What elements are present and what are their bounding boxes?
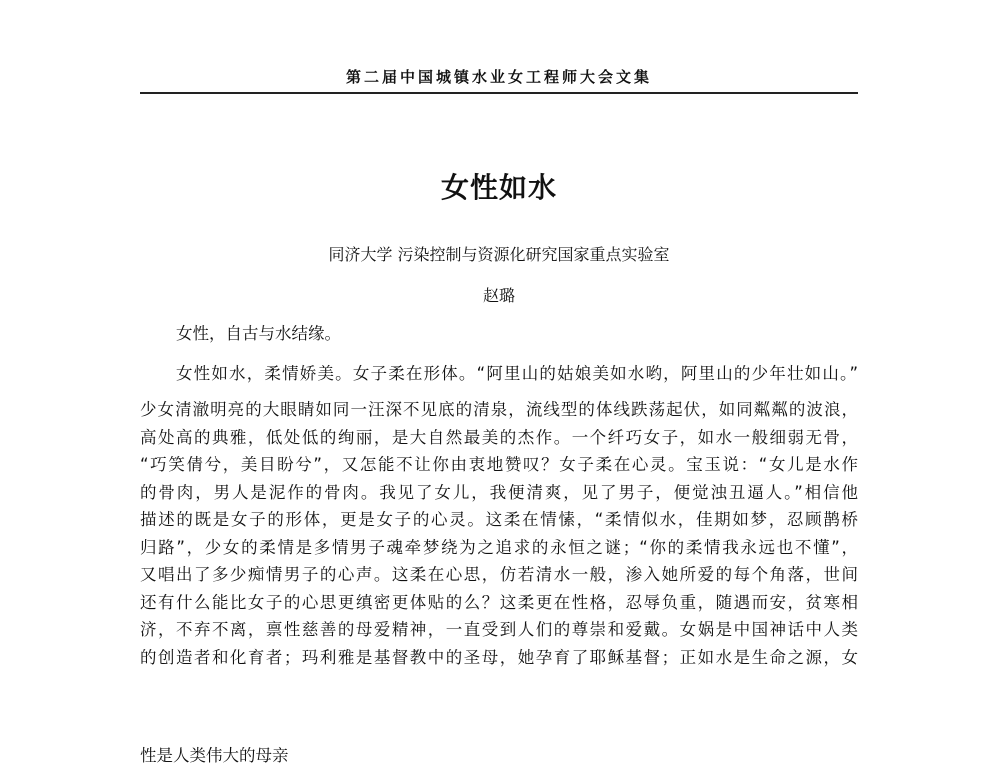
body-line: 的骨肉，男人是泥作的骨肉。我见了女儿，我便清爽，见了男子，便觉浊丑逼人。”相信他 xyxy=(140,483,858,502)
body-line: “巧笑倩兮，美目盼兮”，又怎能不让你由衷地赞叹？女子柔在心灵。宝玉说：“女儿是水作 xyxy=(140,455,858,474)
body-line: 性是人类伟大的母亲 xyxy=(140,746,289,765)
body-line: 少女清澈明亮的大眼睛如同一汪深不见底的清泉，流线型的体线跌荡起伏，如同粼粼的波浪， xyxy=(140,400,858,419)
article-title: 女性如水 xyxy=(440,171,557,204)
body-line: 描述的既是女子的形体，更是女子的心灵。这柔在情愫，“柔情似水，佳期如梦，忍顾鹊桥 xyxy=(140,510,858,529)
running-head: 第二届中国城镇水业女工程师大会文集 xyxy=(345,68,652,86)
body-line: 济，不弃不离，禀性慈善的母爱精神，一直受到人们的尊崇和爱戴。女娲是中国神话中人类 xyxy=(140,620,858,639)
body-line: 女性如水，柔情娇美。女子柔在形体。“阿里山的姑娘美如水哟，阿里山的少年壮如山。” xyxy=(176,364,858,383)
body-line: 归路”，少女的柔情是多情男子魂牵梦绕为之追求的永恒之谜；“你的柔情我永远也不懂”， xyxy=(140,538,858,557)
body-line: 的创造者和化育者；玛利雅是基督教中的圣母，她孕育了耶稣基督；正如水是生命之源，女 xyxy=(140,648,858,667)
body-line: 女性，自古与水结缘。 xyxy=(176,324,341,343)
author: 赵璐 xyxy=(482,286,515,305)
body-line: 还有什么能比女子的心思更缜密更体贴的么？这柔更在性格，忍辱负重，随遇而安，贫寒相 xyxy=(140,593,858,612)
affiliation: 同济大学 污染控制与资源化研究国家重点实验室 xyxy=(328,245,670,264)
body-line: 高处高的典雅，低处低的绚丽，是大自然最美的杰作。一个纤巧女子，如水一般细弱无骨， xyxy=(140,428,858,447)
header-rule xyxy=(140,92,858,94)
body-line: 又唱出了多少痴情男子的心声。这柔在心思，仿若清水一般，渗入她所爱的每个角落，世间 xyxy=(140,565,858,584)
